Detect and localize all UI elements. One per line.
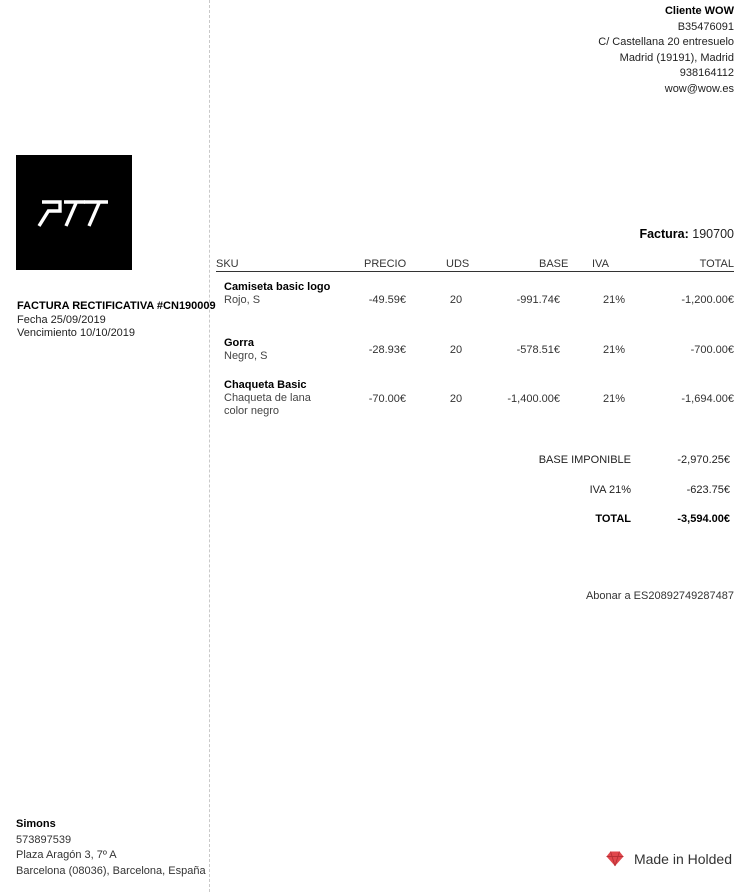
- item-description: Rojo, S: [224, 294, 261, 306]
- issuer-city: Barcelona (08036), Barcelona, España: [16, 864, 206, 877]
- payment-instructions: Abonar a ES20892749287487: [585, 590, 734, 602]
- header-sku: SKU: [216, 258, 239, 270]
- item-uds: 20: [449, 344, 463, 356]
- base-imponible-value: -2,970.25€: [677, 454, 730, 466]
- item-name: Chaqueta Basic: [224, 379, 307, 391]
- item-cell: [224, 337, 334, 363]
- client-email: wow@wow.es: [664, 82, 734, 95]
- invoice-info: [17, 300, 216, 341]
- client-address: C/ Castellana 20 entresuelo: [598, 36, 734, 49]
- issuer-name: Simons: [16, 818, 56, 830]
- header-precio: PRECIO: [364, 258, 407, 270]
- item-iva: 21%: [602, 344, 626, 356]
- item-description: Chaqueta de lana color negro: [224, 392, 311, 417]
- issuer-block: [16, 817, 206, 879]
- item-iva: 21%: [602, 393, 626, 405]
- item-precio: -49.59€: [368, 294, 406, 306]
- factura-label: Factura:: [639, 227, 689, 241]
- factura-value: 190700: [692, 227, 734, 241]
- item-precio: -70.00€: [368, 393, 406, 405]
- base-imponible-label: BASE IMPONIBLE: [538, 454, 631, 466]
- factura-number: [639, 227, 734, 241]
- holded-logo-icon: [605, 850, 625, 867]
- item-cell: [224, 281, 334, 307]
- company-logo: [16, 155, 132, 270]
- item-base: -578.51€: [516, 344, 560, 356]
- client-city: Madrid (19191), Madrid: [619, 51, 734, 64]
- table-header: [216, 258, 734, 272]
- item-total: -1,694.00€: [681, 393, 734, 405]
- invoice-date: Fecha 25/09/2019: [17, 313, 106, 326]
- made-in-holded-label: Made in Holded: [633, 850, 732, 867]
- issuer-phone: 573897539: [16, 833, 72, 846]
- page-divider: [209, 0, 210, 892]
- header-base: BASE: [539, 258, 569, 270]
- client-tax-id: B35476091: [677, 20, 734, 33]
- header-uds: UDS: [446, 258, 470, 270]
- header-total: TOTAL: [699, 258, 734, 270]
- item-total: -1,200.00€: [681, 294, 734, 306]
- item-name: Camiseta basic logo: [224, 281, 331, 293]
- item-total: -700.00€: [690, 344, 734, 356]
- item-iva: 21%: [602, 294, 626, 306]
- total-label: TOTAL: [595, 513, 631, 525]
- total-value: -3,594.00€: [677, 513, 730, 525]
- client-phone: 938164112: [679, 67, 734, 80]
- iva-label: IVA 21%: [589, 484, 631, 496]
- item-name: Gorra: [224, 337, 254, 349]
- item-cell: [224, 379, 322, 418]
- invoice-title: FACTURA RECTIFICATIVA #CN190009: [17, 300, 216, 312]
- invoice-due-date: Vencimiento 10/10/2019: [17, 327, 136, 339]
- issuer-address: Plaza Aragón 3, 7º A: [16, 849, 117, 862]
- header-iva: IVA: [592, 258, 609, 270]
- item-uds: 20: [449, 393, 463, 405]
- iva-value: -623.75€: [686, 484, 730, 496]
- client-block: [598, 4, 734, 98]
- item-base: -991.74€: [516, 294, 560, 306]
- logo-mark: [36, 196, 112, 230]
- item-description: Negro, S: [224, 350, 268, 362]
- client-name: Cliente WOW: [664, 5, 734, 17]
- item-uds: 20: [449, 294, 463, 306]
- made-in-holded[interactable]: [605, 850, 732, 867]
- item-precio: -28.93€: [368, 344, 406, 356]
- item-base: -1,400.00€: [507, 393, 560, 405]
